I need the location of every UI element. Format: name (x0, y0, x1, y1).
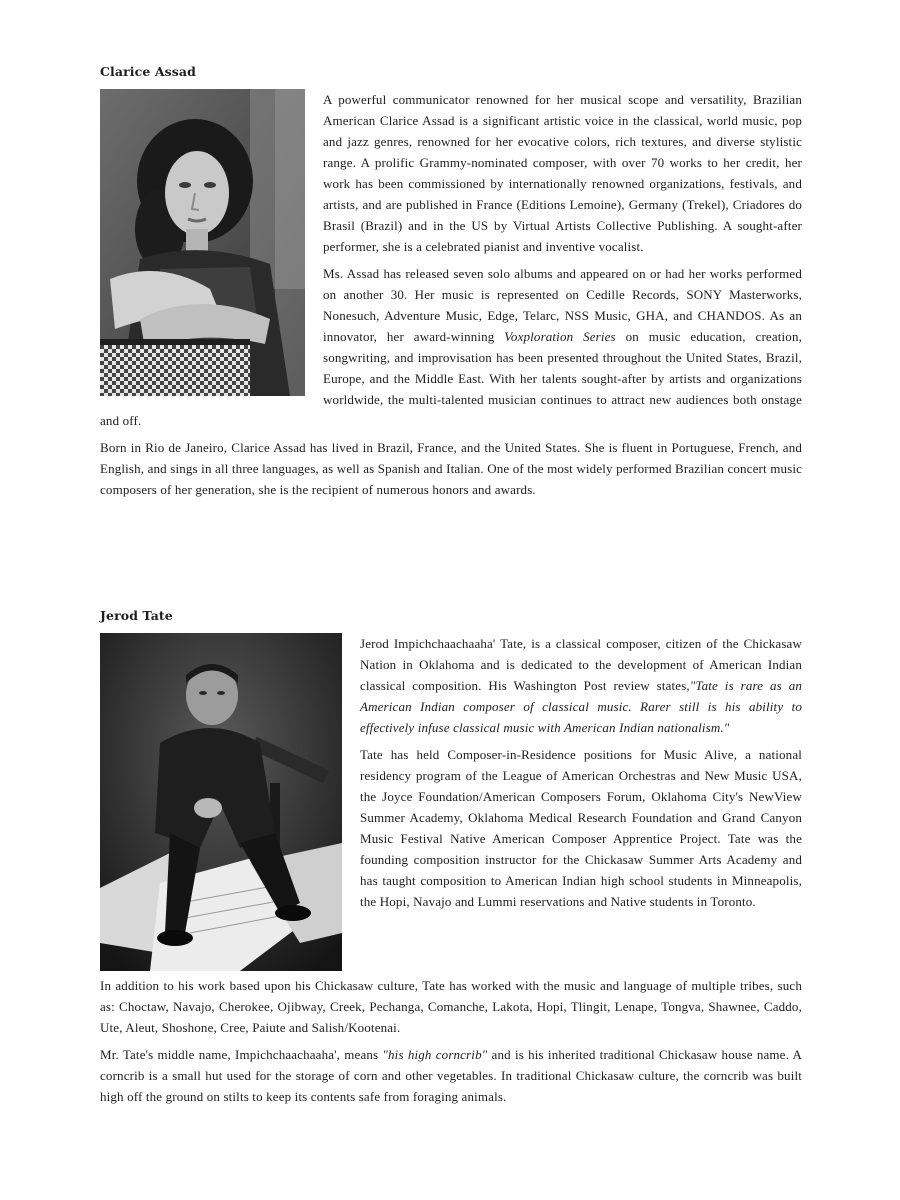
series-title: Voxploration Series (504, 329, 616, 344)
review-quote: "Tate is rare as an American Indian composer of classical music. Rarer still is his ability to effectively infuse classical music with American Indian nationalism." (360, 678, 802, 735)
paragraph-text: Ms. Assad has released seven solo albums and appeared on or had her works performed on another 30. Her music is represented on Cedille Records, SONY Masterworks, Nonesuch, Adventure Music, Edge, Telarc, NSS Music, GHA, and CHANDOS. As an innovator, her award-winning (323, 266, 802, 344)
portrait-image (100, 633, 342, 971)
portrait-photo-jerod-tate (100, 633, 342, 971)
bio-clarice-assad (100, 64, 802, 506)
bio-paragraph: A powerful communicator renowned for her musical scope and versatility, Brazilian American Clarice Assad is a significant artistic voice in the classical, world music, pop and jazz genres, renowned for her evocative colors, rich textures, and diverse stylistic range. A prolific Grammy-nominated composer, with over 70 works to her credit, her work has been commissioned by internationally renowned organizations, festivals, and artists, and are published in France (Editions Lemoine), Germany (Trekel), Criadores do Brasil (Brazil) and in the US by Virtual Artists Collective Publishing. A sought-after performer, she is a celebrated pianist and inventive vocalist. (323, 92, 802, 254)
paragraph-text: on music education, creation, songwriting, and improvisation has been presented throughout the United States, Brazil, Europe, and the Middle East. With her talents sought-after by artists and organizations worldwide, the multi-talented musician continues to attract new audiences both onstage and off. (100, 329, 802, 428)
bio-paragraph: Born in Rio de Janeiro, Clarice Assad has lived in Brazil, France, and the United States. She is fluent in Portuguese, French, and English, and sings in all three languages, as well as Spanish and Italian. One of the most widely performed Brazilian concert music composers of her generation, she is the recipient of numerous honors and awards. (100, 440, 802, 497)
paragraph-text: Mr. Tate's middle name, Impichchaachaaha', means (100, 1047, 383, 1062)
bio-paragraph: In addition to his work based upon his Chickasaw culture, Tate has worked with the music and language of multiple tribes, such as: Choctaw, Navajo, Cherokee, Ojibway, Creek, Pechanga, Comanche, Lakota, Hopi, Tlingit, Lenape, Tongva, Shawnee, Caddo, Ute, Aleut, Shoshone, Cree, Paiute and Salish/Kootenai. (100, 978, 802, 1035)
portrait-photo-clarice-assad (100, 89, 305, 396)
bio-name: Jerod Tate (100, 608, 173, 623)
paragraph-text: and is his inherited traditional Chickasaw house name. A corncrib is a small hut used for the storage of corn and other vegetables. In traditional Chickasaw culture, the corncrib was built high off the ground on stilts to keep its contents safe from foraging animals. (100, 1047, 802, 1104)
bio-jerod-tate (100, 608, 802, 1113)
portrait-image (100, 89, 305, 396)
bio-name: Clarice Assad (100, 64, 196, 79)
bio-paragraph (100, 1044, 802, 1107)
bio-paragraph: Tate has held Composer-in-Residence positions for Music Alive, a national residency program of the League of American Orchestras and New Music USA, the Joyce Foundation/American Composers Forum, Oklahoma City's NewView Summer Academy, Oklahoma Medical Research Foundation and Grand Canyon Music Festival Native American Composer Apprentice Project. Tate was the founding composition instructor for the Chickasaw Summer Arts Academy and has taught composition to American Indian high school students in Minneapolis, the Hopi, Navajo and Lummi reservations and Native students in Toronto. (360, 747, 802, 909)
paragraph-text: Jerod Impichchaachaaha' Tate, is a classical composer, citizen of the Chickasaw Nation in Oklahoma and is dedicated to the development of American Indian classical composition. His Washington Post review states, (360, 636, 802, 693)
name-meaning-quote: "his high corncrib" (382, 1047, 488, 1062)
